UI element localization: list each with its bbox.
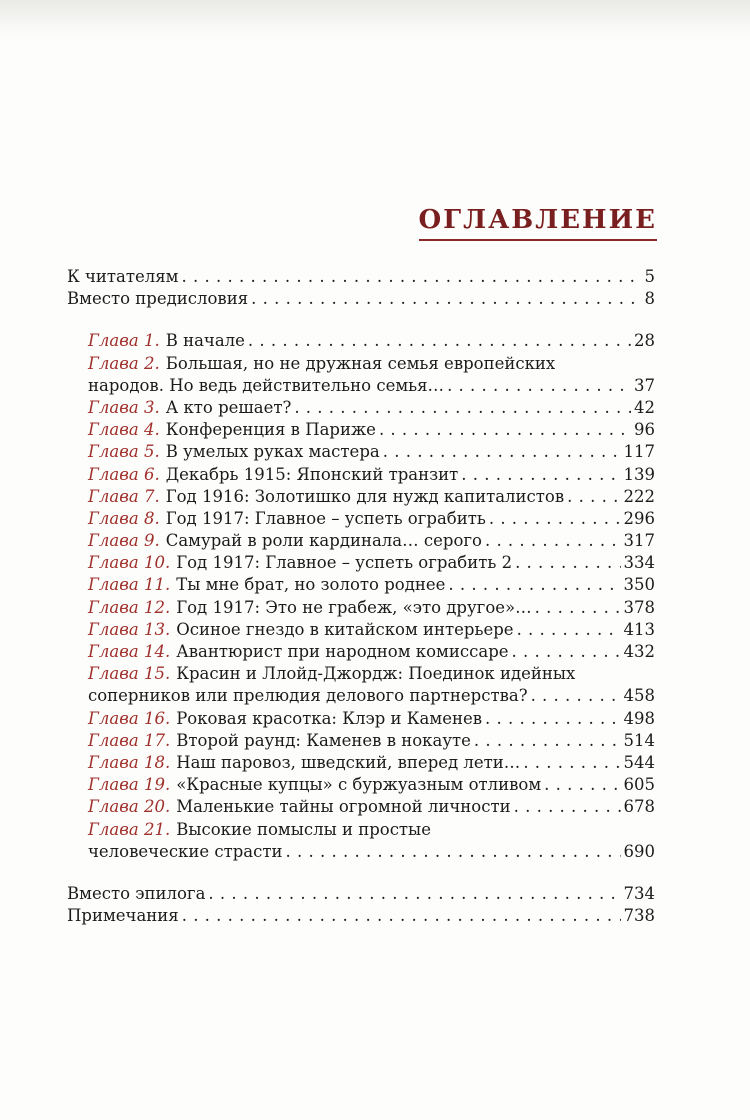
toc-entry[interactable] — [67, 883, 655, 905]
toc-chapter-entry[interactable] — [67, 685, 655, 707]
dot-leader — [448, 574, 620, 596]
toc-chapter-entry[interactable] — [67, 708, 655, 730]
entry-title-text: «Красные купцы» с буржуазным отливом — [176, 775, 542, 795]
entry-title-text: Декабрь 1915: Японский транзит — [165, 464, 459, 484]
entry-title-text: Высокие помыслы и простые — [176, 819, 431, 839]
entry-title — [88, 597, 532, 619]
page-number: 28 — [634, 331, 655, 351]
page-number: 117 — [623, 442, 655, 462]
toc-chapter-entry[interactable] — [67, 419, 655, 441]
dot-leader — [517, 619, 621, 641]
entry-title — [88, 397, 291, 419]
dot-leader — [286, 841, 621, 863]
chapter-label: Глава 15. — [88, 664, 171, 684]
page-number: 678 — [623, 797, 655, 817]
entry-title — [88, 464, 458, 486]
entry-title — [88, 530, 482, 552]
chapter-label: Глава 7. — [88, 486, 160, 506]
back-matter-list — [67, 883, 655, 927]
toc-chapter-entry[interactable] — [67, 752, 655, 774]
entry-title — [88, 574, 445, 596]
toc-entry[interactable] — [67, 905, 655, 927]
toc-chapter-entry[interactable] — [67, 597, 655, 619]
page-number: 378 — [623, 597, 655, 617]
toc-chapter-entry[interactable] — [67, 730, 655, 752]
entry-title-text: человеческие страсти — [88, 841, 283, 861]
entry-title — [88, 619, 514, 641]
page-number: 317 — [623, 531, 655, 551]
entry-title — [88, 663, 575, 685]
chapter-label: Глава 18. — [88, 752, 171, 772]
toc-chapter-entry[interactable] — [67, 486, 655, 508]
spacer — [67, 310, 655, 330]
entry-title-text: Самурай в роли кардинала… серого — [165, 531, 482, 551]
dot-leader — [514, 796, 621, 818]
toc-chapter-entry[interactable] — [67, 353, 655, 375]
dot-leader — [531, 685, 621, 707]
page-number: 514 — [623, 730, 655, 750]
entry-title: К читателям — [67, 267, 179, 286]
entry-title-text: Наш паровоз, шведский, вперед лети… — [176, 752, 521, 772]
dot-leader — [485, 530, 621, 552]
toc-chapter-entry[interactable] — [67, 375, 655, 397]
toc-chapter-entry[interactable] — [67, 574, 655, 596]
toc-chapter-entry[interactable] — [67, 774, 655, 796]
dot-leader — [447, 375, 631, 397]
chapter-label: Глава 13. — [88, 619, 171, 639]
chapter-label: Глава 9. — [88, 531, 160, 551]
toc-chapter-entry[interactable] — [67, 441, 655, 463]
entry-title — [88, 730, 471, 752]
chapter-label: Глава 10. — [88, 553, 171, 573]
entry-title — [88, 508, 486, 530]
entry-title — [88, 486, 564, 508]
entry-title-text: Осиное гнездо в китайском интерьере — [176, 619, 514, 639]
entry-title-text: народов. Но ведь действительно семья… — [88, 375, 445, 395]
dot-leader — [208, 883, 620, 905]
chapter-label: Глава 11. — [88, 575, 171, 595]
entry-title-text: Большая, но не дружная семья европейских — [165, 353, 556, 373]
toc-chapter-entry[interactable] — [67, 397, 655, 419]
entry-title-text: Роковая красотка: Клэр и Каменев — [176, 708, 483, 728]
page-number: 544 — [623, 752, 655, 772]
page-top-shadow — [0, 0, 750, 40]
chapter-label: Глава 2. — [88, 353, 160, 373]
front-matter-list — [67, 266, 655, 310]
table-of-contents — [67, 266, 655, 927]
page-number: 42 — [634, 397, 655, 417]
toc-chapter-entry[interactable] — [67, 552, 655, 574]
entry-title-text: соперников или прелюдия делового партнерства? — [88, 686, 528, 706]
entry-title — [88, 774, 541, 796]
entry-title-text: В умелых руках мастера — [165, 442, 380, 462]
entry-title-text: Маленькие тайны огромной личности — [176, 797, 511, 817]
toc-chapter-entry[interactable] — [67, 841, 655, 863]
toc-chapter-entry[interactable] — [67, 819, 655, 841]
page-number: 458 — [623, 686, 655, 706]
toc-entry[interactable] — [67, 266, 655, 288]
entry-title — [88, 353, 555, 375]
entry-title — [88, 752, 520, 774]
chapter-label: Глава 8. — [88, 508, 160, 528]
page-number: 96 — [634, 420, 655, 440]
dot-leader — [383, 441, 621, 463]
entry-title-text: Конференция в Париже — [165, 420, 376, 440]
page-number: 296 — [623, 508, 655, 528]
page-number: 139 — [623, 464, 655, 484]
toc-chapter-entry[interactable] — [67, 641, 655, 663]
entry-title-text: Год 1917: Главное – успеть ограбить 2 — [176, 553, 513, 573]
entry-title-text: Ты мне брат, но золото роднее — [176, 575, 446, 595]
dot-leader — [294, 397, 631, 419]
entry-title-text: А кто решает? — [165, 397, 292, 417]
entry-title: Примечания — [67, 906, 179, 926]
dot-leader — [515, 552, 620, 574]
chapter-label: Глава 4. — [88, 420, 160, 440]
chapter-label: Глава 21. — [88, 819, 171, 839]
entry-title — [88, 441, 380, 463]
dot-leader — [251, 288, 641, 310]
entry-title — [88, 419, 376, 441]
entry-title-text: Авантюрист при народном комиссаре — [176, 642, 509, 661]
entry-title-text: Красин и Ллойд-Джордж: Поединок идейных — [176, 664, 576, 684]
toc-chapter-entry[interactable] — [67, 663, 655, 685]
page-number: 8 — [644, 289, 655, 309]
entry-title-text: Год 1917: Это не грабеж, «это другое»… — [176, 597, 532, 617]
entry-title-text: Второй раунд: Каменев в нокауте — [176, 730, 471, 750]
entry-title — [88, 375, 444, 397]
entry-title — [88, 552, 512, 574]
dot-leader — [567, 486, 620, 508]
chapter-label: Глава 12. — [88, 597, 171, 617]
dot-leader — [461, 464, 620, 486]
page-number: 738 — [623, 906, 655, 926]
page-title: ОГЛАВЛЕНИЕ — [419, 205, 658, 241]
chapter-label: Глава 6. — [88, 464, 160, 484]
entry-title-text: Год 1916: Золотишко для нужд капиталистов — [165, 486, 565, 506]
page-number: 5 — [644, 267, 655, 286]
chapter-label: Глава 1. — [88, 331, 160, 351]
toc-chapter-entry[interactable] — [67, 464, 655, 486]
toc-chapter-entry[interactable] — [67, 530, 655, 552]
entry-title — [88, 685, 528, 707]
entry-title-text: В начале — [165, 331, 245, 351]
page-number: 222 — [623, 486, 655, 506]
dot-leader — [523, 752, 620, 774]
entry-title: Вместо предисловия — [67, 289, 249, 309]
toc-chapter-entry[interactable] — [67, 796, 655, 818]
page-number: 498 — [623, 708, 655, 728]
page-number: 605 — [623, 775, 655, 795]
entry-title — [88, 819, 431, 841]
chapter-label: Глава 5. — [88, 442, 160, 462]
chapter-label: Глава 16. — [88, 708, 171, 728]
entry-title: Вместо эпилога — [67, 883, 206, 903]
chapter-list — [67, 330, 655, 863]
chapter-label: Глава 19. — [88, 775, 171, 795]
entry-title — [88, 330, 245, 352]
chapter-label: Глава 17. — [88, 730, 171, 750]
dot-leader — [489, 508, 621, 530]
page-number: 432 — [623, 642, 655, 661]
dot-leader — [485, 708, 620, 730]
dot-leader — [182, 266, 642, 288]
entry-title — [88, 841, 283, 863]
dot-leader — [182, 905, 621, 927]
entry-title — [88, 641, 509, 663]
chapter-label: Глава 20. — [88, 797, 171, 817]
page-number: 734 — [623, 883, 655, 903]
toc-chapter-entry[interactable] — [67, 508, 655, 530]
chapter-label: Глава 14. — [88, 642, 171, 661]
chapter-label: Глава 3. — [88, 397, 160, 417]
page-number: 334 — [623, 553, 655, 573]
dot-leader — [379, 419, 631, 441]
toc-chapter-entry[interactable] — [67, 330, 655, 352]
page-number: 350 — [623, 575, 655, 595]
page-number: 37 — [634, 375, 655, 395]
toc-entry[interactable] — [67, 288, 655, 310]
entry-title-text: Год 1917: Главное – успеть ограбить — [165, 508, 486, 528]
entry-title — [88, 708, 482, 730]
dot-leader — [512, 641, 621, 663]
dot-leader — [544, 774, 620, 796]
entry-title — [88, 796, 511, 818]
page-number: 690 — [623, 841, 655, 861]
dot-leader — [474, 730, 621, 752]
spacer — [67, 863, 655, 883]
toc-chapter-entry[interactable] — [67, 619, 655, 641]
page-number: 413 — [623, 619, 655, 639]
dot-leader — [535, 597, 621, 619]
dot-leader — [248, 330, 631, 352]
